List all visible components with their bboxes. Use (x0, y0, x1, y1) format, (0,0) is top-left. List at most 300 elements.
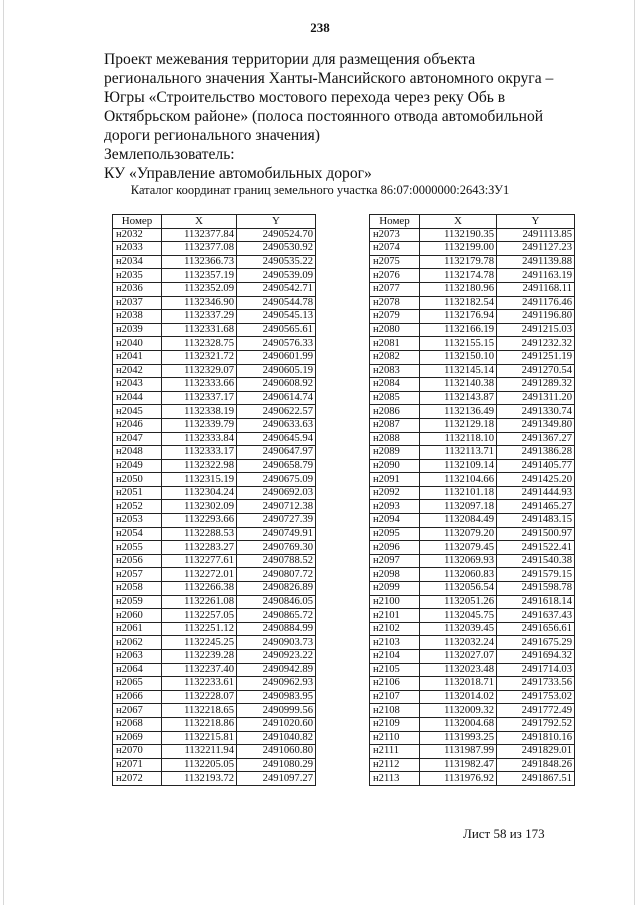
coord-y: 2490983.95 (237, 690, 316, 704)
point-number: н2047 (113, 432, 162, 446)
coord-x: 1132266.38 (162, 582, 237, 596)
coord-y: 2491465.27 (497, 500, 575, 514)
point-number: н2059 (113, 595, 162, 609)
table-row (113, 772, 316, 786)
coord-x: 1132218.65 (162, 704, 237, 718)
table-row (370, 554, 575, 568)
point-number: н2104 (370, 650, 420, 664)
coord-x: 1132272.01 (162, 568, 237, 582)
table-row (113, 622, 316, 636)
coord-x: 1132109.14 (420, 459, 497, 473)
point-number: н2075 (370, 255, 420, 269)
point-number: н2049 (113, 459, 162, 473)
point-number: н2045 (113, 405, 162, 419)
coord-y: 2490542.71 (237, 282, 316, 296)
coord-x: 1132333.66 (162, 378, 237, 392)
catalog-title: Каталог координат границ земельного участка 86:07:0000000:2643:ЗУ1 (130, 183, 510, 197)
coord-y: 2491618.14 (497, 595, 575, 609)
coord-x: 1132337.29 (162, 310, 237, 324)
coord-x: 1132113.71 (420, 446, 497, 460)
point-number: н2055 (113, 541, 162, 555)
coord-y: 2490749.91 (237, 527, 316, 541)
table-row (370, 609, 575, 623)
coord-x: 1132101.18 (420, 486, 497, 500)
coord-x: 1132366.73 (162, 255, 237, 269)
coord-x: 1132304.24 (162, 486, 237, 500)
table-row (113, 554, 316, 568)
coord-y: 2491714.03 (497, 663, 575, 677)
table-row (370, 582, 575, 596)
table-row (113, 323, 316, 337)
coord-y: 2490608.92 (237, 378, 316, 392)
column-header-number: Номер (370, 215, 420, 229)
point-number: н2076 (370, 269, 420, 283)
table-row (370, 745, 575, 759)
point-number: н2037 (113, 296, 162, 310)
coord-x: 1132211.94 (162, 745, 237, 759)
table-row (370, 731, 575, 745)
table-row (113, 677, 316, 691)
coord-y: 2491163.19 (497, 269, 575, 283)
point-number: н2054 (113, 527, 162, 541)
point-number: н2057 (113, 568, 162, 582)
coord-x: 1132328.75 (162, 337, 237, 351)
coord-x: 1132333.84 (162, 432, 237, 446)
coord-x: 1132261.08 (162, 595, 237, 609)
coord-y: 2491579.15 (497, 568, 575, 582)
coord-x: 1132118.10 (420, 432, 497, 446)
table-row (370, 391, 575, 405)
coord-y: 2491425.20 (497, 473, 575, 487)
table-row (113, 758, 316, 772)
coord-x: 1132239.28 (162, 650, 237, 664)
coord-x: 1132293.66 (162, 514, 237, 528)
coord-x: 1132215.81 (162, 731, 237, 745)
coord-y: 2490962.93 (237, 677, 316, 691)
point-number: н2085 (370, 391, 420, 405)
title-line: Землепользователь: (104, 146, 235, 163)
table-row (113, 459, 316, 473)
coord-y: 2491444.93 (497, 486, 575, 500)
scan-edge-right (634, 0, 635, 905)
coord-y: 2491540.38 (497, 554, 575, 568)
coord-x: 1132009.32 (420, 704, 497, 718)
coord-x: 1132180.96 (420, 282, 497, 296)
coord-x: 1132027.07 (420, 650, 497, 664)
coord-y: 2491405.77 (497, 459, 575, 473)
point-number: н2070 (113, 745, 162, 759)
point-number: н2052 (113, 500, 162, 514)
table-row (113, 446, 316, 460)
coord-x: 1132346.90 (162, 296, 237, 310)
point-number: н2056 (113, 554, 162, 568)
point-number: н2105 (370, 663, 420, 677)
point-number: н2110 (370, 731, 420, 745)
point-number: н2094 (370, 514, 420, 528)
coord-y: 2490530.92 (237, 242, 316, 256)
table-row (370, 650, 575, 664)
coord-y: 2490942.89 (237, 663, 316, 677)
point-number: н2065 (113, 677, 162, 691)
point-number: н2112 (370, 758, 420, 772)
coord-x: 1132228.07 (162, 690, 237, 704)
point-number: н2040 (113, 337, 162, 351)
coord-y: 2490999.56 (237, 704, 316, 718)
coord-x: 1132155.15 (420, 337, 497, 351)
point-number: н2041 (113, 350, 162, 364)
table-row (113, 568, 316, 582)
table-row (113, 255, 316, 269)
coord-y: 2491367.27 (497, 432, 575, 446)
table-row (370, 527, 575, 541)
coord-x: 1132051.26 (420, 595, 497, 609)
coord-y: 2490675.09 (237, 473, 316, 487)
coord-x: 1132097.18 (420, 500, 497, 514)
coord-x: 1132352.09 (162, 282, 237, 296)
coord-x: 1132060.83 (420, 568, 497, 582)
point-number: н2058 (113, 582, 162, 596)
point-number: н2069 (113, 731, 162, 745)
column-header-x: X (420, 215, 497, 229)
table-row (370, 310, 575, 324)
point-number: н2064 (113, 663, 162, 677)
coord-x: 1132179.78 (420, 255, 497, 269)
column-header-y: Y (497, 215, 575, 229)
coord-x: 1132145.14 (420, 364, 497, 378)
table-row (370, 677, 575, 691)
table-row (113, 636, 316, 650)
table-row (370, 459, 575, 473)
coord-x: 1132069.93 (420, 554, 497, 568)
point-number: н2088 (370, 432, 420, 446)
page-number: 238 (310, 20, 330, 35)
coord-y: 2490923.22 (237, 650, 316, 664)
point-number: н2103 (370, 636, 420, 650)
coord-x: 1132205.05 (162, 758, 237, 772)
coord-x: 1132143.87 (420, 391, 497, 405)
point-number: н2068 (113, 717, 162, 731)
table-row (370, 228, 575, 242)
coord-x: 1132193.72 (162, 772, 237, 786)
coord-x: 1132377.08 (162, 242, 237, 256)
table-row (370, 405, 575, 419)
coord-x: 1132150.10 (420, 350, 497, 364)
coord-y: 2491176.46 (497, 296, 575, 310)
coord-x: 1132283.27 (162, 541, 237, 555)
point-number: н2081 (370, 337, 420, 351)
coord-x: 1132023.48 (420, 663, 497, 677)
point-number: н2080 (370, 323, 420, 337)
coord-y: 2490565.61 (237, 323, 316, 337)
table-row (113, 731, 316, 745)
coord-y: 2491097.27 (237, 772, 316, 786)
point-number: н2091 (370, 473, 420, 487)
table-row (113, 595, 316, 609)
coordinates-table-left (112, 214, 316, 786)
point-number: н2100 (370, 595, 420, 609)
coord-y: 2490658.79 (237, 459, 316, 473)
table-row (370, 772, 575, 786)
coord-x: 1132056.54 (420, 582, 497, 596)
coord-x: 1132339.79 (162, 418, 237, 432)
coord-y: 2490647.97 (237, 446, 316, 460)
coord-x: 1132331.68 (162, 323, 237, 337)
point-number: н2106 (370, 677, 420, 691)
point-number: н2107 (370, 690, 420, 704)
point-number: н2034 (113, 255, 162, 269)
coord-x: 1132004.68 (420, 717, 497, 731)
point-number: н2051 (113, 486, 162, 500)
coord-x: 1132257.05 (162, 609, 237, 623)
coord-x: 1132288.53 (162, 527, 237, 541)
table-row (370, 663, 575, 677)
coord-y: 2491694.32 (497, 650, 575, 664)
point-number: н2043 (113, 378, 162, 392)
point-number: н2082 (370, 350, 420, 364)
coord-y: 2490601.99 (237, 350, 316, 364)
table-row (370, 514, 575, 528)
point-number: н2079 (370, 310, 420, 324)
table-row (113, 717, 316, 731)
title-line: Проект межевания территории для размещения объекта (104, 51, 476, 68)
table-row (370, 500, 575, 514)
point-number: н2109 (370, 717, 420, 731)
point-number: н2087 (370, 418, 420, 432)
point-number: н2102 (370, 622, 420, 636)
point-number: н2067 (113, 704, 162, 718)
point-number: н2099 (370, 582, 420, 596)
coord-x: 1132302.09 (162, 500, 237, 514)
point-number: н2032 (113, 228, 162, 242)
coord-y: 2491637.43 (497, 609, 575, 623)
column-header-y: Y (237, 215, 316, 229)
coord-x: 1132315.19 (162, 473, 237, 487)
coordinates-table-right (369, 214, 575, 786)
point-number: н2042 (113, 364, 162, 378)
coord-x: 1132199.00 (420, 242, 497, 256)
point-number: н2046 (113, 418, 162, 432)
coord-x: 1132377.84 (162, 228, 237, 242)
table-row (370, 473, 575, 487)
point-number: н2090 (370, 459, 420, 473)
point-number: н2092 (370, 486, 420, 500)
title-line: регионального значения Ханты-Мансийского автономного округа – (104, 70, 554, 87)
table-row (113, 282, 316, 296)
title-line: Югры «Строительство мостового перехода через реку Обь в (104, 89, 506, 106)
point-number: н2097 (370, 554, 420, 568)
coord-x: 1132338.19 (162, 405, 237, 419)
title-line: дороги регионального значения) (104, 127, 320, 144)
table-row (113, 228, 316, 242)
coord-x: 1132079.20 (420, 527, 497, 541)
point-number: н2101 (370, 609, 420, 623)
table-row (370, 717, 575, 731)
table-row (370, 364, 575, 378)
table-row (370, 704, 575, 718)
table-row (113, 432, 316, 446)
table-row (370, 541, 575, 555)
coord-y: 2491139.88 (497, 255, 575, 269)
table-row (113, 500, 316, 514)
coord-y: 2491848.26 (497, 758, 575, 772)
coord-y: 2491349.80 (497, 418, 575, 432)
coord-y: 2491656.61 (497, 622, 575, 636)
point-number: н2036 (113, 282, 162, 296)
coord-y: 2491215.03 (497, 323, 575, 337)
scan-edge-left (3, 0, 4, 905)
point-number: н2073 (370, 228, 420, 242)
table-row (113, 704, 316, 718)
coord-y: 2491232.32 (497, 337, 575, 351)
coord-x: 1132218.86 (162, 717, 237, 731)
coord-x: 1132039.45 (420, 622, 497, 636)
coord-x: 1132237.40 (162, 663, 237, 677)
coord-x: 1132136.49 (420, 405, 497, 419)
table-row (370, 622, 575, 636)
table-row (370, 432, 575, 446)
coord-x: 1132014.02 (420, 690, 497, 704)
coord-y: 2490545.13 (237, 310, 316, 324)
coord-x: 1132251.12 (162, 622, 237, 636)
coord-y: 2491675.29 (497, 636, 575, 650)
table-row (370, 350, 575, 364)
coord-y: 2490807.72 (237, 568, 316, 582)
coord-y: 2490535.22 (237, 255, 316, 269)
table-row (370, 446, 575, 460)
coord-x: 1132233.61 (162, 677, 237, 691)
coord-x: 1132245.25 (162, 636, 237, 650)
coord-y: 2491733.56 (497, 677, 575, 691)
sheet-label: Лист 58 из 173 (463, 826, 545, 841)
coord-x: 1132176.94 (420, 310, 497, 324)
table-row (370, 378, 575, 392)
point-number: н2083 (370, 364, 420, 378)
coord-y: 2491113.85 (497, 228, 575, 242)
table-row (113, 391, 316, 405)
coord-x: 1132166.19 (420, 323, 497, 337)
table-row (370, 269, 575, 283)
table-row (370, 323, 575, 337)
table-row (370, 636, 575, 650)
coord-y: 2491289.32 (497, 378, 575, 392)
table-row (370, 282, 575, 296)
table-row (370, 758, 575, 772)
coord-x: 1132045.75 (420, 609, 497, 623)
coord-y: 2491598.78 (497, 582, 575, 596)
table-header-row (370, 215, 575, 229)
coord-y: 2491753.02 (497, 690, 575, 704)
coord-x: 1131993.25 (420, 731, 497, 745)
table-row (113, 296, 316, 310)
column-header-x: X (162, 215, 237, 229)
table-row (113, 609, 316, 623)
coord-x: 1132174.78 (420, 269, 497, 283)
column-header-number: Номер (113, 215, 162, 229)
coord-y: 2491020.60 (237, 717, 316, 731)
coord-x: 1132322.98 (162, 459, 237, 473)
point-number: н2033 (113, 242, 162, 256)
table-row (370, 690, 575, 704)
coord-x: 1132104.66 (420, 473, 497, 487)
coord-y: 2491330.74 (497, 405, 575, 419)
point-number: н2071 (113, 758, 162, 772)
table-row (113, 378, 316, 392)
point-number: н2061 (113, 622, 162, 636)
coord-y: 2491483.15 (497, 514, 575, 528)
coord-y: 2491867.51 (497, 772, 575, 786)
table-row (370, 337, 575, 351)
coord-y: 2490884.99 (237, 622, 316, 636)
table-row (370, 255, 575, 269)
point-number: н2048 (113, 446, 162, 460)
table-row (370, 568, 575, 582)
coord-y: 2491251.19 (497, 350, 575, 364)
title-line: КУ «Управление автомобильных дорог» (104, 165, 372, 182)
point-number: н2095 (370, 527, 420, 541)
coord-y: 2491792.52 (497, 717, 575, 731)
table-row (113, 418, 316, 432)
coord-x: 1132129.18 (420, 418, 497, 432)
point-number: н2111 (370, 745, 420, 759)
coord-y: 2490544.78 (237, 296, 316, 310)
point-number: н2086 (370, 405, 420, 419)
table-row (113, 350, 316, 364)
coord-y: 2491500.97 (497, 527, 575, 541)
coord-y: 2490846.05 (237, 595, 316, 609)
coord-x: 1132329.07 (162, 364, 237, 378)
point-number: н2038 (113, 310, 162, 324)
point-number: н2096 (370, 541, 420, 555)
coord-x: 1132333.17 (162, 446, 237, 460)
coord-y: 2491080.29 (237, 758, 316, 772)
coord-y: 2490622.57 (237, 405, 316, 419)
coord-y: 2490539.09 (237, 269, 316, 283)
coord-x: 1132321.72 (162, 350, 237, 364)
coord-x: 1132018.71 (420, 677, 497, 691)
coord-x: 1131987.99 (420, 745, 497, 759)
point-number: н2074 (370, 242, 420, 256)
coord-x: 1132190.35 (420, 228, 497, 242)
table-row (113, 582, 316, 596)
table-row (113, 650, 316, 664)
point-number: н2093 (370, 500, 420, 514)
point-number: н2063 (113, 650, 162, 664)
point-number: н2044 (113, 391, 162, 405)
coord-x: 1132337.17 (162, 391, 237, 405)
coord-x: 1132182.54 (420, 296, 497, 310)
table-row (370, 595, 575, 609)
table-row (370, 418, 575, 432)
coord-y: 2490865.72 (237, 609, 316, 623)
coord-y: 2490605.19 (237, 364, 316, 378)
coord-y: 2491522.41 (497, 541, 575, 555)
table-row (113, 337, 316, 351)
coord-y: 2491386.28 (497, 446, 575, 460)
coord-y: 2491127.23 (497, 242, 575, 256)
point-number: н2089 (370, 446, 420, 460)
point-number: н2066 (113, 690, 162, 704)
coord-x: 1132140.38 (420, 378, 497, 392)
point-number: н2062 (113, 636, 162, 650)
coord-y: 2490614.74 (237, 391, 316, 405)
table-row (113, 541, 316, 555)
table-row (113, 242, 316, 256)
coord-x: 1132277.61 (162, 554, 237, 568)
table-row (113, 405, 316, 419)
point-number: н2050 (113, 473, 162, 487)
table-header-row (113, 215, 316, 229)
coord-x: 1131982.47 (420, 758, 497, 772)
